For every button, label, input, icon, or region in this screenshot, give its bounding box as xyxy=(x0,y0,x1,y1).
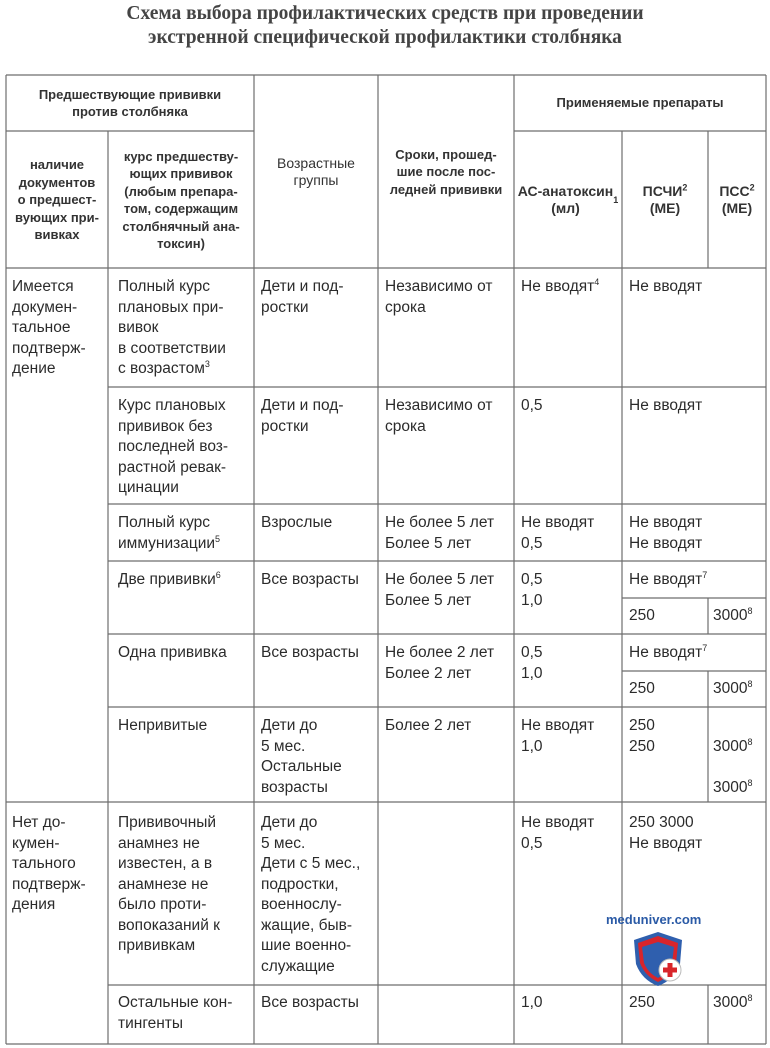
row2-as: 0,5 xyxy=(521,397,543,414)
row2-course: Курс плановых прививок без последней воз- растной ревак- цинации xyxy=(118,397,229,496)
row7-as: Не вводят 0,5 xyxy=(521,814,595,852)
row2-term: Независимо от срока xyxy=(385,397,493,435)
header-time-since: Сроки, прошед- шие после пос- ледней прививки xyxy=(389,146,503,197)
row7-pschi: 250 3000 Не вводят xyxy=(629,814,703,852)
row4-pschi-top: Не вводят$^7$ xyxy=(629,569,708,588)
row3-term: Не более 5 лет Более 5 лет xyxy=(385,514,495,552)
row5-pschi-top: Не вводят$^7$ xyxy=(629,642,708,661)
row3-as: Не вводят 0,5 xyxy=(521,514,595,552)
watermark-text: meduniver.com xyxy=(606,912,702,927)
pschi-footnote: 2 xyxy=(682,181,688,192)
row4-course: Две прививки$^6$ xyxy=(118,569,221,588)
pss-footnote: 2 xyxy=(749,181,755,192)
header-pschi xyxy=(624,134,706,266)
pschi-unit: (МЕ) xyxy=(649,200,681,216)
row1-pschi: Не вводят xyxy=(629,278,703,295)
row2-pschi: Не вводят xyxy=(629,397,703,414)
group-documented: Имеется докумен- тальное подтверж- дение xyxy=(12,278,86,377)
header-applied-drugs: Применяемые препараты xyxy=(556,95,724,111)
row6-pschi: 250 250 xyxy=(629,717,655,755)
row7-course: Прививочный анамнез не известен, а в анамнезе не было проти- вопоказаний к прививкам xyxy=(118,814,220,954)
title-line-1: Схема выбора профилактических средств при проведении xyxy=(126,3,644,24)
row5-age: Все возрасты xyxy=(261,644,359,661)
title-line-2: экстренной специфической профилактики столбняка xyxy=(148,27,622,48)
row6-pss: 3000$^8$ 3000$^8$ xyxy=(713,736,753,796)
row8-age: Все возрасты xyxy=(261,994,359,1011)
row6-course: Непривитые xyxy=(118,717,208,734)
row5-term: Не более 2 лет Более 2 лет xyxy=(385,644,495,682)
row2-age: Дети и под- ростки xyxy=(261,397,344,435)
row6-as: Не вводят 1,0 xyxy=(521,717,595,755)
row1-as: Не вводят$^4$ xyxy=(521,276,600,295)
row4-term: Не более 5 лет Более 5 лет xyxy=(385,571,495,609)
row4-pschi: 250 xyxy=(629,607,655,624)
pschi-label: ПСЧИ xyxy=(642,182,683,199)
pss-label: ПСС xyxy=(719,182,750,199)
row4-age: Все возрасты xyxy=(261,571,359,588)
row5-pschi: 250 xyxy=(629,680,655,697)
row4-pss: 3000$^8$ xyxy=(713,605,753,624)
row3-course: Полный курс иммунизации$^5$ xyxy=(118,514,221,552)
row7-age: Дети до 5 мес. Дети с 5 мес., подростки, военнослу- жащие, быв- шие военно- служащие xyxy=(261,814,361,975)
header-as-anatoxin: АС-анатоксин (мл) 1 xyxy=(517,182,619,216)
header-course: курс предшеству- ющих прививок (любым препара- том, содержащим столбнячный ана- токсин) xyxy=(122,148,240,251)
shield-logo-icon xyxy=(630,930,686,988)
row5-course: Одна прививка xyxy=(118,644,227,661)
row5-as: 0,5 1,0 xyxy=(521,644,543,682)
header-documents: наличие документов о предшест- вующих при- вивках xyxy=(15,157,99,243)
header-pss xyxy=(710,134,764,266)
row8-as: 1,0 xyxy=(521,994,543,1011)
row5-pss: 3000$^8$ xyxy=(713,678,753,697)
group-undocumented: Нет до- кумен- тального подтверж- дения xyxy=(12,814,86,913)
row6-age: Дети до 5 мес. Остальные возрасты xyxy=(261,717,342,796)
row4-as: 0,5 1,0 xyxy=(521,571,543,609)
row1-age: Дети и под- ростки xyxy=(261,278,344,316)
header-previous-vaccinations: Предшествующие прививки против столбняка xyxy=(38,86,222,119)
row8-pschi: 250 xyxy=(629,994,655,1011)
header-age-groups: Возрастные группы xyxy=(277,154,355,188)
row3-pschi: Не вводят Не вводят xyxy=(629,514,703,552)
row6-term: Более 2 лет xyxy=(385,717,472,734)
as-anatoxin-label: АС-анатоксин (мл) xyxy=(517,182,614,216)
row1-course: Полный курс плановых при- вивок в соответствии с возрастом$^3$ xyxy=(118,278,226,377)
pss-unit: (МЕ) xyxy=(721,200,753,216)
row8-course: Остальные кон- тингенты xyxy=(118,994,233,1032)
row3-age: Взрослые xyxy=(261,514,333,531)
row1-term: Независимо от срока xyxy=(385,278,493,316)
row8-pss: 3000$^8$ xyxy=(713,992,753,1011)
